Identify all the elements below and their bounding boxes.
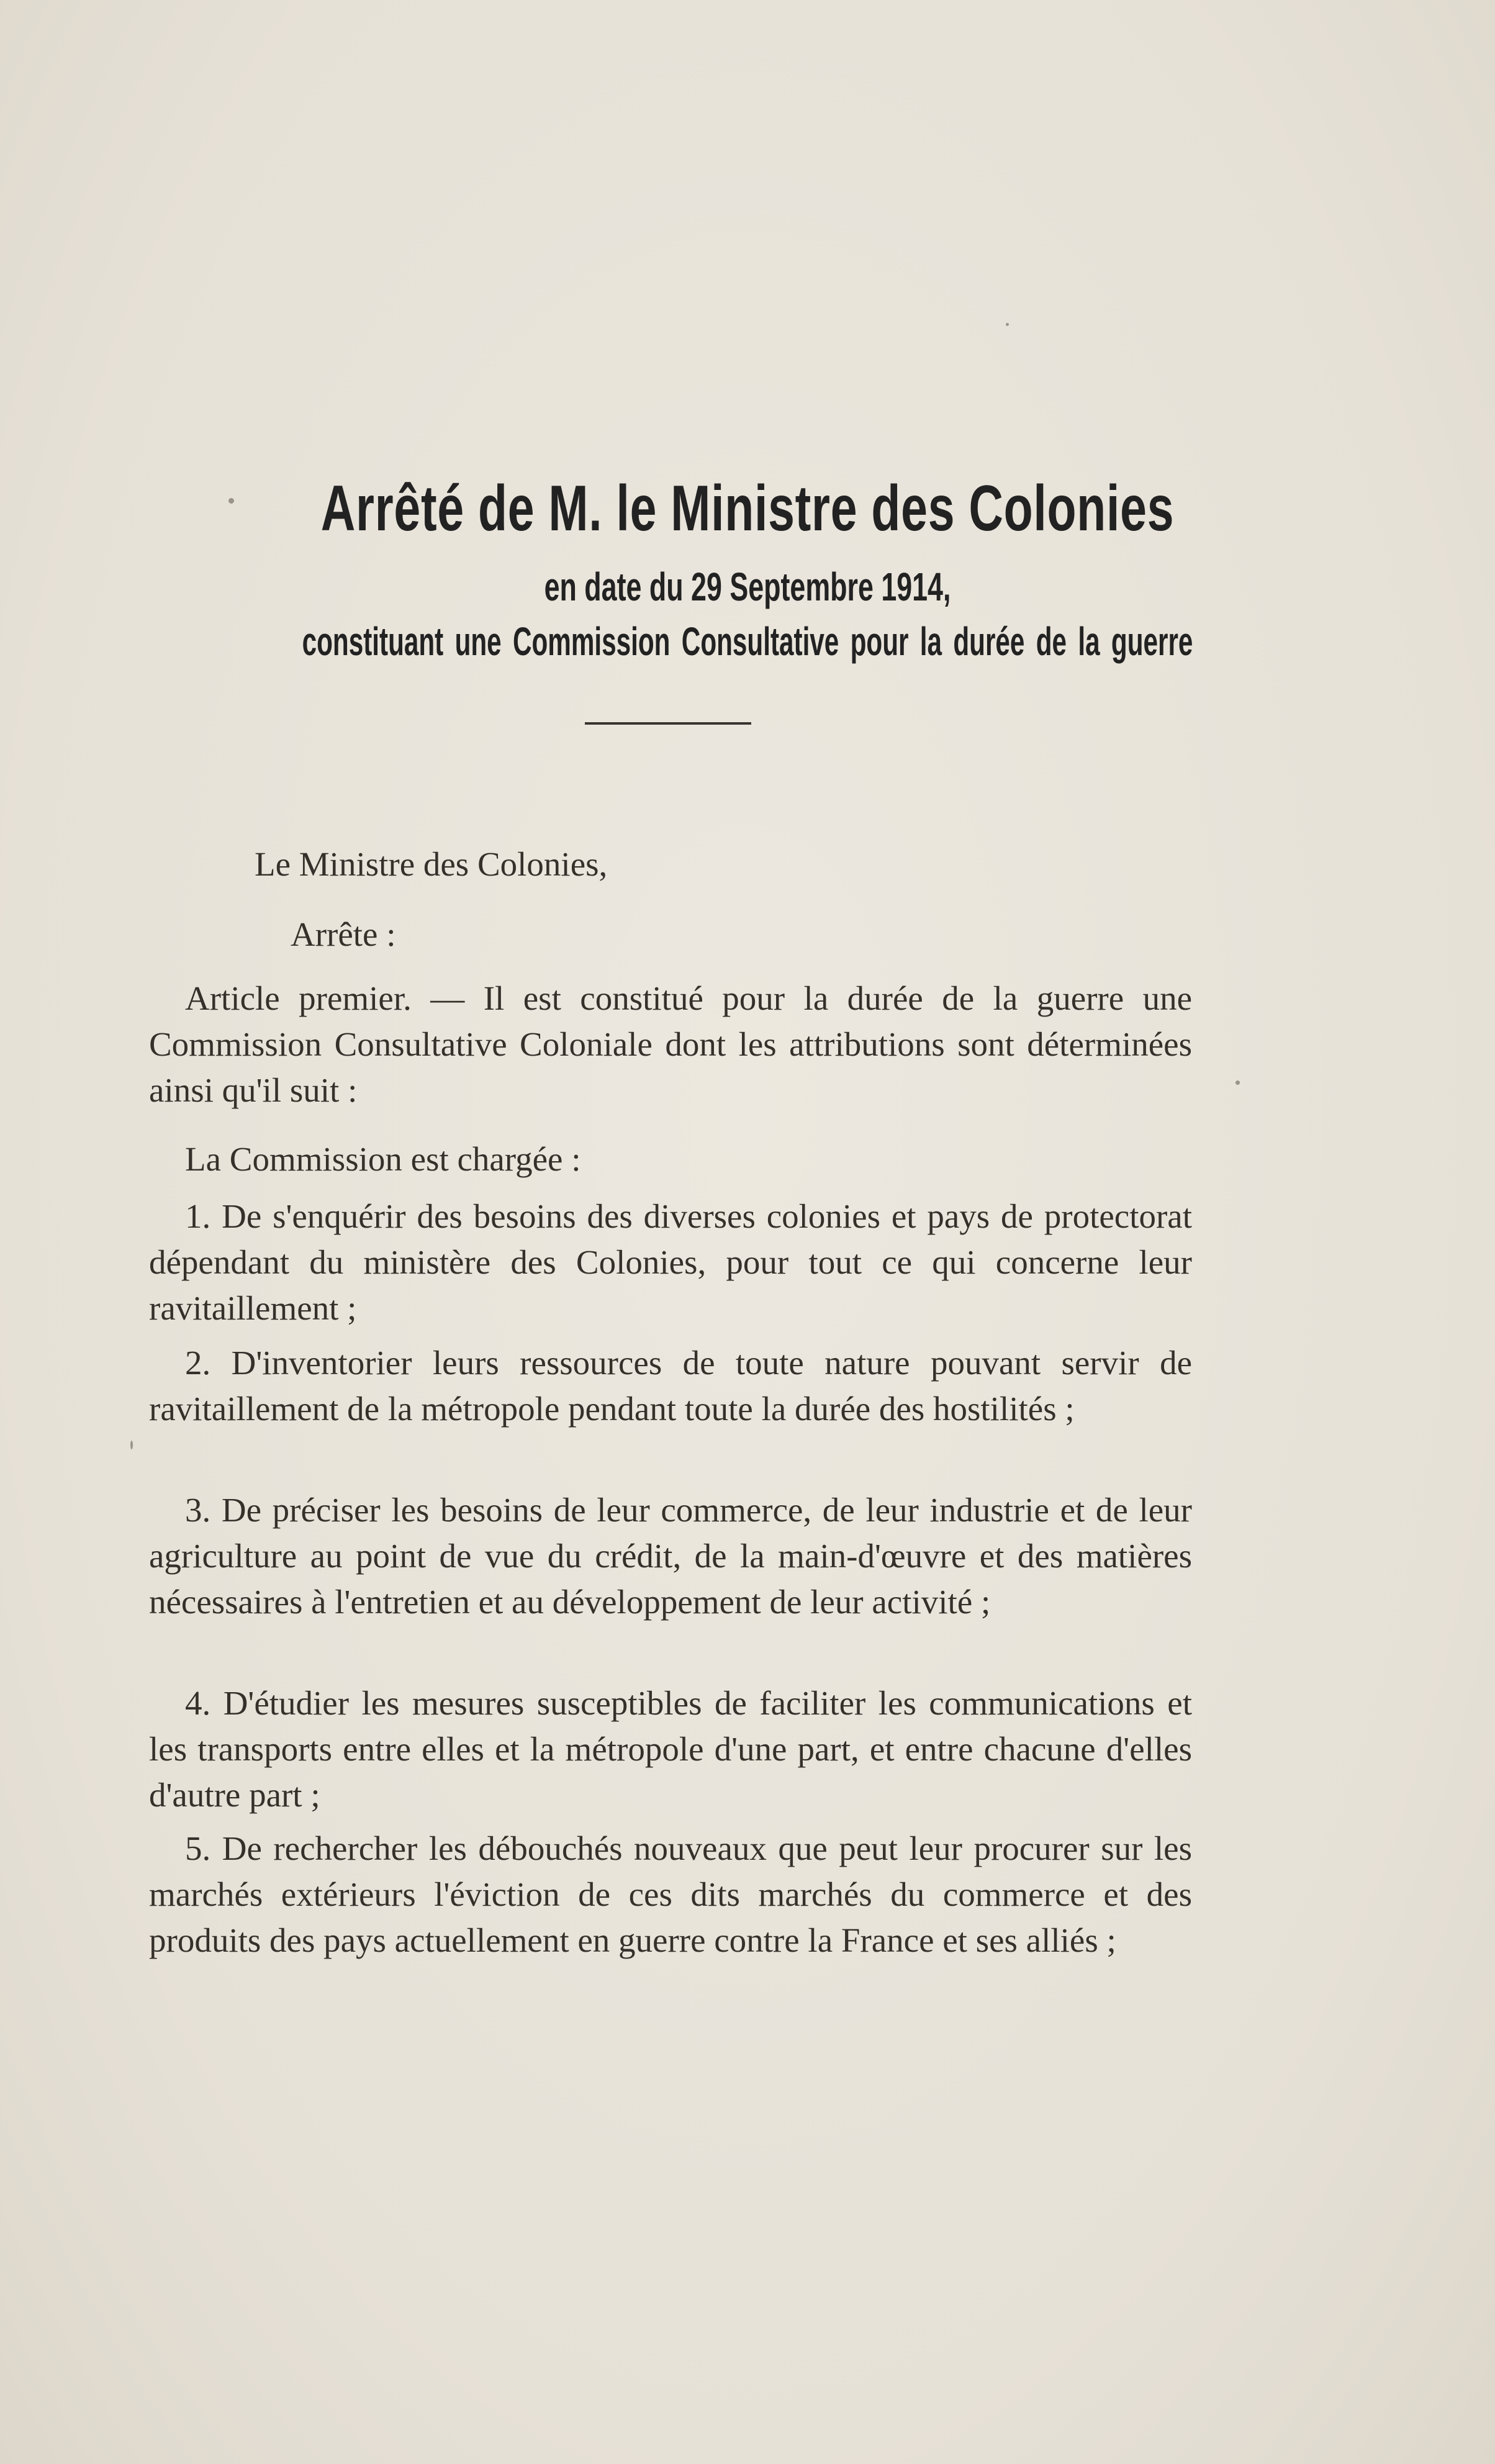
article-premier (149, 976, 1192, 1113)
title-divider (585, 722, 751, 725)
list-item (149, 1340, 1192, 1432)
document-dateline: en date du 29 Septembre 1914, (544, 564, 951, 609)
arrete-text: Arrête : (291, 915, 396, 953)
arrete-line (291, 912, 787, 958)
article-premier-text: Article premier. — Il est constitué pour la durée de la guerre une Commission Consultative Coloniale dont les attributions sont déterminées ainsi qu'il suit : (149, 979, 1192, 1109)
list-item-text: 4. D'étudier les mesures susceptibles de faciliter les communications et les transports entre elles et la métropole d'une part, et entre chacune d'elles d'autre part ; (149, 1684, 1192, 1814)
list-item (149, 1826, 1192, 1964)
list-item-text: 3. De préciser les besoins de leur commerce, de leur industrie et de leur agriculture au point de vue du crédit, de la main-d'œuvre et des matières nécessaires à l'entretien et au développement de leur activité ; (149, 1491, 1192, 1621)
list-item (149, 1194, 1192, 1331)
commission-intro (185, 1136, 930, 1182)
commission-intro-text: La Commission est chargée : (185, 1140, 581, 1178)
minister-line (255, 841, 875, 887)
paper-speck (1235, 1080, 1240, 1085)
document-title: Arrêté de M. le Ministre des Colonies (320, 473, 1175, 545)
paper-speck (130, 1441, 133, 1449)
list-item (149, 1487, 1192, 1625)
list-item (149, 1680, 1192, 1818)
minister-text: Le Ministre des Colonies, (255, 845, 608, 883)
list-item-text: 5. De rechercher les débouchés nouveaux que peut leur procurer sur les marchés extérieurs l'éviction de ces dits marchés du commerce et des produits des pays actuellement en guerre contre la France et ses alliés ; (149, 1829, 1192, 1959)
document-subtitle: constituant une Commission Consultative pour la durée de la guerre (302, 619, 1193, 664)
list-item-text: 1. De s'enquérir des besoins des diverses colonies et pays de protectorat dépendant du ministère des Colonies, pour tout ce qui concerne leur ravitaillement ; (149, 1197, 1192, 1327)
list-item-text: 2. D'inventorier leurs ressources de toute nature pouvant servir de ravitaillement de la métropole pendant toute la durée des hostilités ; (149, 1344, 1192, 1428)
paper-speck (1006, 323, 1009, 326)
paper-speck (228, 498, 234, 504)
